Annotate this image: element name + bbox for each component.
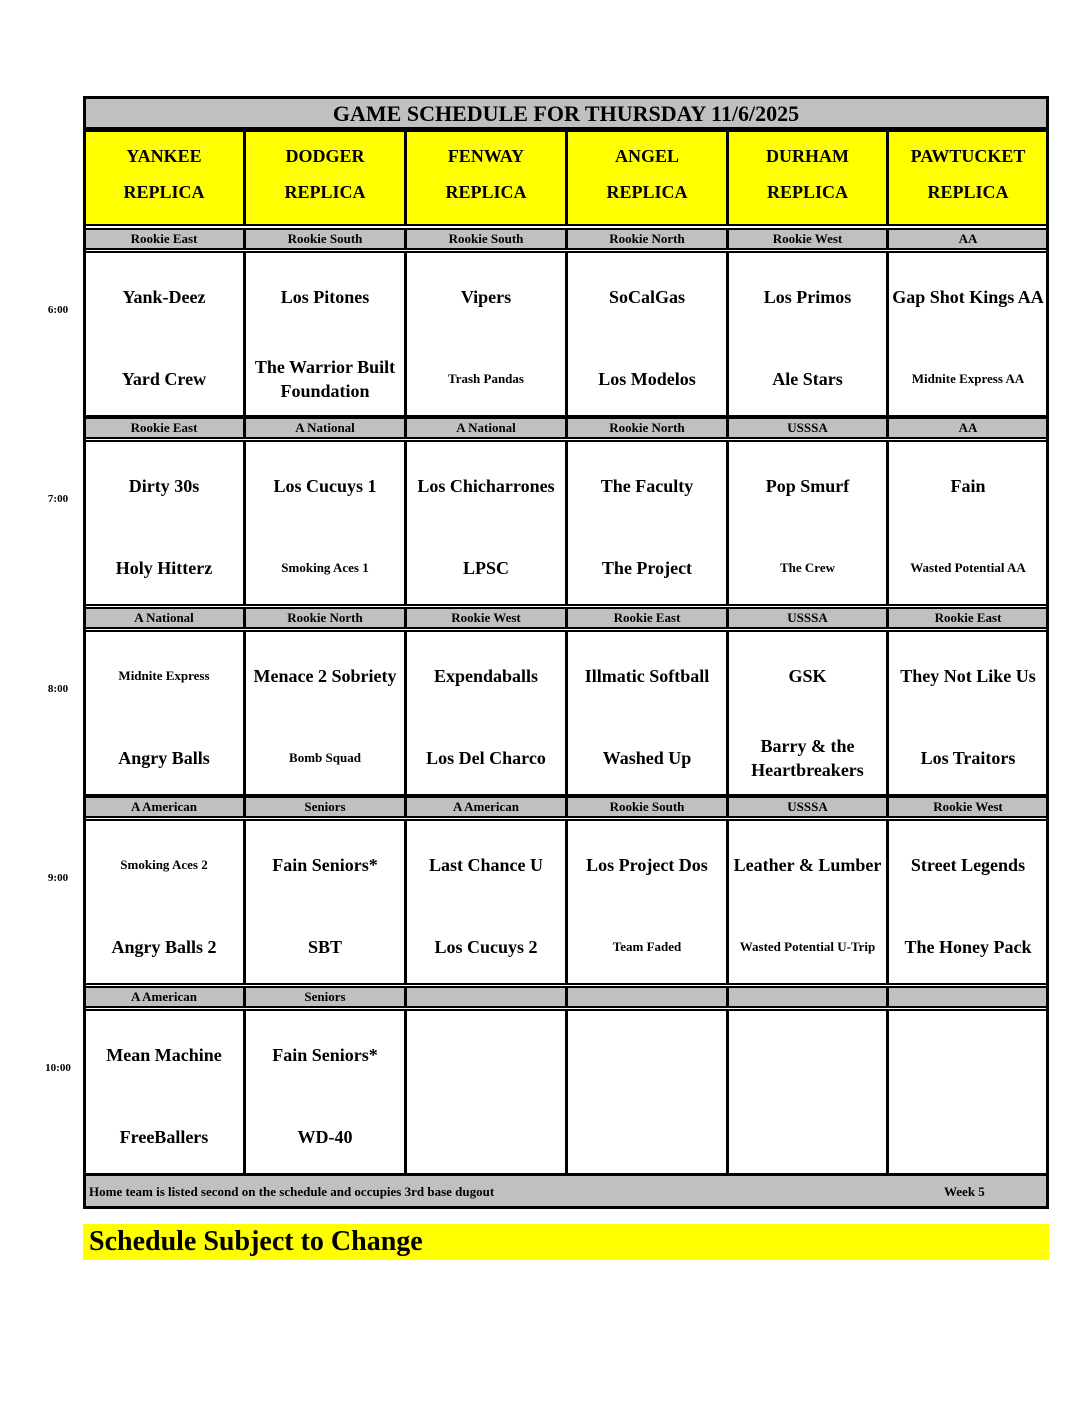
game-cell	[405, 819, 567, 985]
team-home: Ale Stars	[772, 369, 843, 389]
game-cell	[727, 630, 888, 796]
game-cell	[887, 440, 1049, 606]
team-home: The Honey Pack	[904, 937, 1032, 957]
team-home: The Warrior Built Foundation	[254, 357, 396, 401]
field-name: DODGER	[285, 146, 365, 166]
team-home: Angry Balls 2	[111, 937, 217, 957]
team-home: Smoking Aces 1	[281, 560, 369, 575]
team-away: Los Project Dos	[586, 855, 708, 875]
time-label: 7:00	[47, 493, 69, 505]
team-away: Expendaballs	[433, 666, 539, 686]
field-subtitle: REPLICA	[927, 182, 1009, 202]
team-home: Wasted Potential AA	[910, 560, 1026, 575]
division-label	[727, 986, 888, 1008]
field-subtitle: REPLICA	[284, 182, 366, 202]
game-cell	[566, 1009, 728, 1175]
team-home: Angry Balls	[118, 748, 210, 768]
division-label: Rookie East	[83, 417, 245, 439]
team-away: Fain	[950, 476, 986, 496]
game-cell	[727, 440, 888, 606]
division-label: Seniors	[244, 986, 406, 1008]
team-away: Los Cucuys 1	[273, 476, 377, 496]
schedule-change-banner: Schedule Subject to Change	[83, 1224, 1049, 1260]
team-away: The Faculty	[600, 476, 694, 496]
division-label: A American	[83, 986, 245, 1008]
team-home: Midnite Express AA	[911, 371, 1025, 386]
game-cell	[566, 819, 728, 985]
field-header-5	[887, 130, 1049, 226]
division-label: AA	[887, 417, 1049, 439]
team-home: Los Cucuys 2	[434, 937, 538, 957]
game-cell	[727, 251, 888, 417]
game-cell	[727, 1009, 888, 1175]
game-cell	[244, 440, 406, 606]
team-away: Last Chance U	[428, 855, 543, 875]
field-subtitle: REPLICA	[766, 182, 848, 202]
division-label: A American	[83, 796, 245, 818]
division-label: USSSA	[727, 796, 888, 818]
team-home	[889, 1111, 1047, 1163]
division-label: USSSA	[727, 417, 888, 439]
game-cell	[405, 1009, 567, 1175]
schedule-title: GAME SCHEDULE FOR THURSDAY 11/6/2025	[83, 96, 1049, 130]
division-label: AA	[887, 228, 1049, 250]
team-away: Menace 2 Sobriety	[253, 666, 397, 686]
game-cell	[887, 630, 1049, 796]
field-name: PAWTUCKET	[910, 146, 1026, 166]
field-name: DURHAM	[766, 146, 849, 166]
game-cell	[566, 440, 728, 606]
team-home	[407, 1111, 565, 1163]
game-cell	[887, 251, 1049, 417]
team-home: The Crew	[779, 560, 835, 575]
team-home: Yard Crew	[121, 369, 207, 389]
team-home: Los Del Charco	[426, 748, 546, 768]
team-away: Leather & Lumber	[733, 855, 882, 875]
team-away: Los Primos	[763, 287, 852, 307]
team-home: Los Traitors	[920, 748, 1016, 768]
division-label: Rookie West	[727, 228, 888, 250]
field-header-2	[405, 130, 567, 226]
team-home: Trash Pandas	[448, 371, 524, 386]
game-cell	[83, 630, 245, 796]
time-label: 6:00	[47, 304, 69, 316]
schedule-footer	[83, 1173, 1049, 1209]
game-cell	[727, 819, 888, 985]
team-away	[568, 1029, 726, 1081]
division-label: A National	[83, 607, 245, 629]
field-subtitle: REPLICA	[606, 182, 688, 202]
team-home: SBT	[307, 937, 343, 957]
game-cell	[887, 1009, 1049, 1175]
team-home: The Project	[601, 558, 693, 578]
team-away: Fain Seniors*	[272, 855, 378, 875]
division-label	[405, 986, 567, 1008]
team-home: Washed Up	[602, 748, 692, 768]
division-label: Seniors	[244, 796, 406, 818]
game-cell	[405, 251, 567, 417]
division-label: Rookie East	[566, 607, 728, 629]
field-name: ANGEL	[614, 146, 679, 166]
game-cell	[405, 440, 567, 606]
team-home: WD-40	[297, 1127, 353, 1147]
division-label: Rookie North	[244, 607, 406, 629]
game-cell	[83, 440, 245, 606]
division-label: Rookie South	[566, 796, 728, 818]
game-cell	[566, 630, 728, 796]
team-home: Los Modelos	[598, 369, 696, 389]
division-label: Rookie North	[566, 417, 728, 439]
team-away: They Not Like Us	[900, 666, 1036, 686]
division-label: Rookie East	[83, 228, 245, 250]
division-label: Rookie South	[244, 228, 406, 250]
division-label: A American	[405, 796, 567, 818]
division-label: Rookie West	[887, 796, 1049, 818]
team-away: Gap Shot Kings AA	[892, 287, 1044, 307]
game-cell	[244, 251, 406, 417]
field-header-4	[727, 130, 888, 226]
team-home: Wasted Potential U-Trip	[739, 939, 876, 954]
division-label: Rookie South	[405, 228, 567, 250]
division-label: A National	[244, 417, 406, 439]
week-label: Week 5	[944, 1184, 985, 1199]
time-label: 10:00	[45, 1062, 71, 1074]
team-home	[729, 1111, 886, 1163]
team-away: Mean Machine	[106, 1045, 222, 1065]
team-away: SoCalGas	[608, 287, 686, 307]
team-away: Vipers	[460, 287, 512, 307]
division-label	[887, 986, 1049, 1008]
team-home: Team Faded	[612, 939, 682, 954]
team-away: GSK	[788, 666, 827, 686]
division-label: A National	[405, 417, 567, 439]
division-label: Rookie West	[405, 607, 567, 629]
team-away: Los Chicharrones	[417, 476, 555, 496]
game-cell	[244, 630, 406, 796]
team-home	[568, 1111, 726, 1163]
field-name: FENWAY	[447, 146, 525, 166]
team-away	[729, 1029, 886, 1081]
home-team-note: Home team is listed second on the schedule and occupies 3rd base dugout	[89, 1184, 495, 1199]
team-away	[889, 1029, 1047, 1081]
team-home: Barry & the Heartbreakers	[751, 736, 864, 780]
team-away: Los Pitones	[280, 287, 370, 307]
field-header-1	[244, 130, 406, 226]
team-home: Holy Hitterz	[115, 558, 213, 578]
division-label: Rookie East	[887, 607, 1049, 629]
time-label: 8:00	[47, 683, 69, 695]
team-away: Fain Seniors*	[272, 1045, 378, 1065]
team-home: FreeBallers	[119, 1127, 209, 1147]
team-away: Midnite Express	[118, 668, 210, 683]
game-cell	[887, 819, 1049, 985]
division-label: Rookie North	[566, 228, 728, 250]
field-subtitle: REPLICA	[123, 182, 205, 202]
team-home: Bomb Squad	[289, 750, 361, 765]
team-home: LPSC	[462, 558, 509, 578]
game-cell	[244, 1009, 406, 1175]
time-label: 9:00	[47, 872, 69, 884]
team-away	[407, 1029, 565, 1081]
game-cell	[566, 251, 728, 417]
game-cell	[244, 819, 406, 985]
field-name: YANKEE	[126, 146, 202, 166]
team-away: Yank-Deez	[122, 287, 206, 307]
division-label: USSSA	[727, 607, 888, 629]
field-header-3	[566, 130, 728, 226]
game-cell	[83, 251, 245, 417]
game-cell	[83, 1009, 245, 1175]
team-away: Smoking Aces 2	[120, 857, 208, 872]
field-subtitle: REPLICA	[445, 182, 527, 202]
team-away: Illmatic Softball	[584, 666, 710, 686]
field-header-0	[83, 130, 245, 226]
team-away: Street Legends	[910, 855, 1026, 875]
game-cell	[405, 630, 567, 796]
team-away: Dirty 30s	[128, 476, 200, 496]
game-cell	[83, 819, 245, 985]
division-label	[566, 986, 728, 1008]
team-away: Pop Smurf	[765, 476, 850, 496]
